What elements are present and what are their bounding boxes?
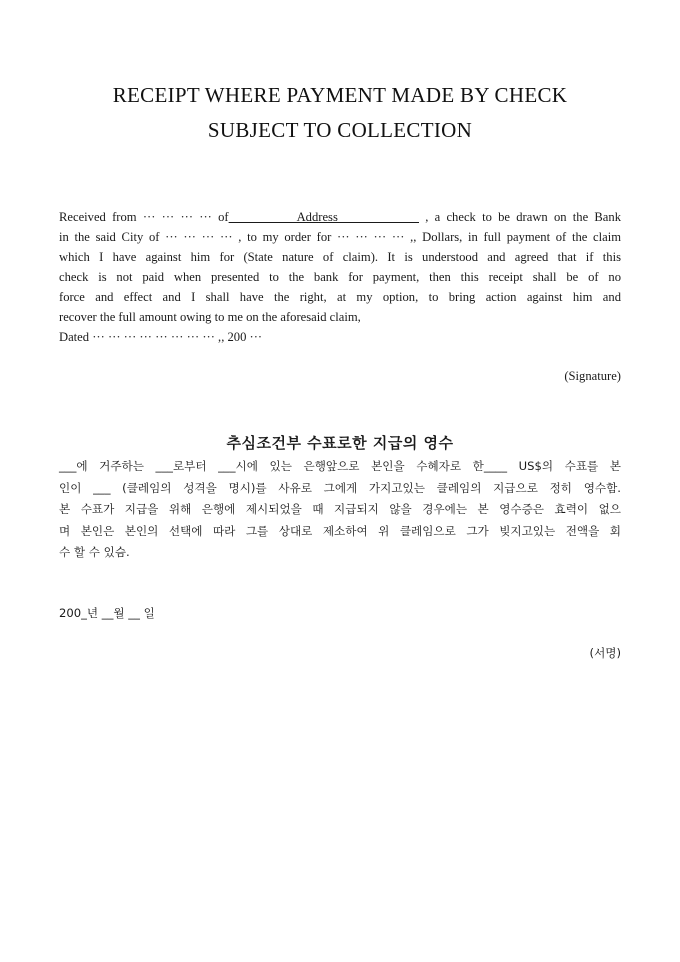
korean-line-4: 며 본인은 본인의 선택에 따라 그를 상대로 제소하여 위 클레임으로 그가 빚지고있는 전액을 회 [59, 523, 621, 538]
english-line-2: in the said City of ··· ··· ··· ··· , to my order for ··· ··· ··· ··· ,, Dollars, in full payment of the claim [59, 230, 621, 244]
document-title-line-1: RECEIPT WHERE PAYMENT MADE BY CHECK [112, 83, 568, 107]
signature-label: (Signature) [564, 369, 621, 383]
dated-line: Dated ··· ··· ··· ··· ··· ··· ··· ··· ,, 200 ··· [59, 330, 263, 344]
received-from-text: Received from ··· ··· ··· ··· of [59, 210, 229, 224]
english-line-4: check is not paid when presented to the bank for payment, then this receipt shall be of no [59, 270, 621, 284]
korean-signature-label: (서명) [589, 646, 621, 660]
english-line-5: force and effect and I shall have the right, at my option, to bring action against him and [59, 290, 621, 304]
korean-date: 200_년 __월 __ 일 [59, 606, 155, 620]
english-line-1 [59, 207, 621, 227]
korean-line-2: 인이 ___ (클레임의 성격을 명시)를 사유로 그에게 가지고있는 클레임의 지급으로 정히 영수함. [59, 480, 621, 495]
english-line-3: which I have against him for (State nature of claim). It is understood and agreed that if this [59, 250, 621, 264]
english-line-6: recover the full amount owing to me on the aforesaid claim, [59, 310, 361, 324]
address-field: Address [228, 210, 419, 224]
korean-title: 추심조건부 수표로한 지급의 영수 [226, 434, 454, 452]
korean-line-5: 수 할 수 있슴. [59, 545, 130, 559]
document-title-line-2: SUBJECT TO COLLECTION [207, 118, 473, 142]
check-drawn-text: , a check to be drawn on the Bank [419, 210, 621, 224]
korean-line-1: ___에 거주하는 ___로부터 ___시에 있는 은행앞으로 본인을 수혜자로 한____ US$의 수표를 본 [59, 459, 621, 473]
korean-line-3: 본 수표가 지급을 위해 은행에 제시되었을 때 지급되지 않을 경우에는 본 영수증은 효력이 없으 [59, 502, 621, 516]
